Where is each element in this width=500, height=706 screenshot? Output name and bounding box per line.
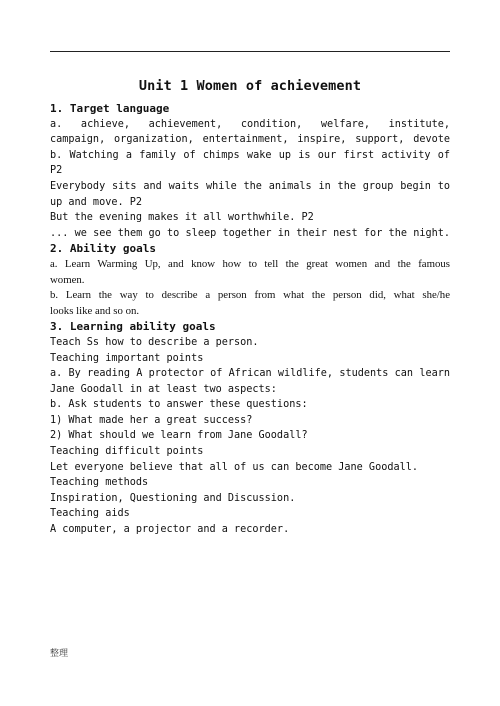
text-line: Teaching difficult points	[50, 446, 204, 458]
text-line: a. By reading A protector of African wildlife, students can learn	[50, 368, 450, 380]
text-line: Teaching aids	[50, 508, 130, 520]
text-line: Teaching important points	[50, 352, 204, 364]
text-line: b. Learn the way to describe a person from what the person did, what she/he	[50, 289, 450, 302]
text-line: b. Watching a family of chimps wake up is our first activity of	[50, 149, 450, 161]
text-line: women.	[50, 273, 85, 286]
text-line: Inspiration, Questioning and Discussion.	[50, 492, 296, 504]
document-body	[50, 101, 450, 538]
text-line: campaign, organization, entertainment, inspire, support, devote	[50, 134, 450, 146]
text-line: looks like and so on.	[50, 304, 140, 317]
text-line: a. Learn Warming Up, and know how to tell the great women and the famous	[50, 257, 450, 270]
text-line: 1) What made her a great success?	[50, 414, 253, 426]
page-footer: 整理	[50, 649, 69, 659]
header-rule	[50, 51, 450, 52]
text-line: Teach Ss how to describe a person.	[50, 336, 259, 348]
text-line: Jane Goodall in at least two aspects:	[50, 383, 277, 395]
text-line: But the evening makes it all worthwhile. P2	[50, 212, 314, 224]
section-heading: 3. Learning ability goals	[50, 320, 216, 334]
text-line: Let everyone believe that all of us can become Jane Goodall.	[50, 461, 419, 473]
text-line: b. Ask students to answer these questions:	[50, 399, 308, 411]
text-line: up and move. P2	[50, 196, 143, 208]
text-line: Everybody sits and waits while the animals in the group begin to	[50, 180, 450, 192]
text-line: 2) What should we learn from Jane Goodall?	[50, 430, 308, 442]
section-heading: 1. Target language	[50, 102, 170, 115]
text-line: Teaching methods	[50, 477, 149, 489]
text-line: P2	[50, 165, 63, 177]
text-line: A computer, a projector and a recorder.	[50, 524, 290, 536]
section-heading: 2. Ability goals	[50, 242, 156, 256]
text-line: a. achieve, achievement, condition, welfare, institute,	[50, 118, 450, 130]
text-line: ... we see them go to sleep together in their nest for the night.	[50, 227, 450, 239]
page-title: Unit 1 Women of achievement	[138, 78, 362, 94]
